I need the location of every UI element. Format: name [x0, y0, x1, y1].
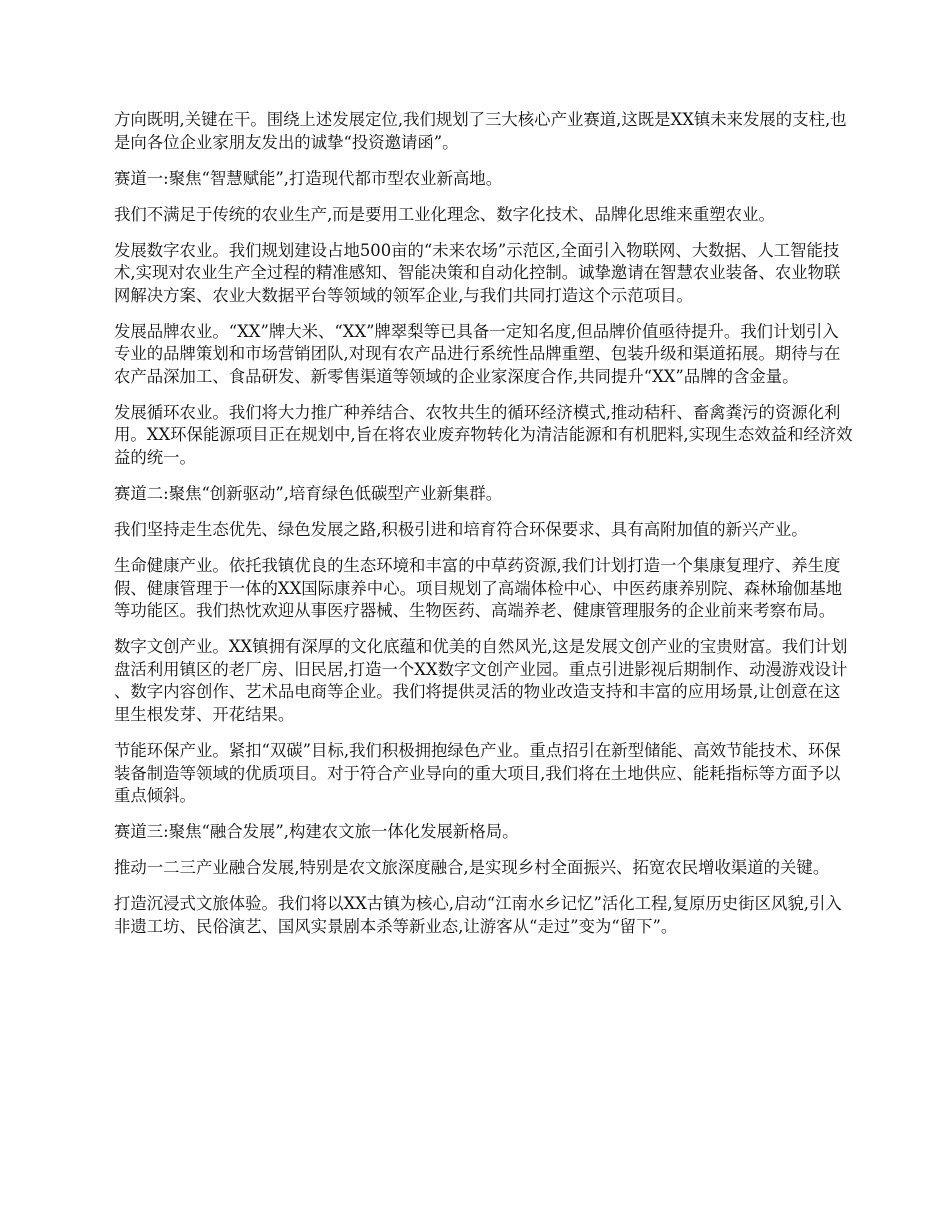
digital-culture-paragraph: 数字文创产业。XX镇拥有深厚的文化底蕴和优美的自然风光,这是发展文创产业的宝贵财富。我们计划盘活利用镇区的老厂房、旧民居,打造一个XX数字文创产业园。重点引进影视后期制作、动漫游戏设计、数字内容创作、艺术品电商等企业。我们将提供灵活的物业改造支持和丰富的应用场景,让创意在这里生根发芽、开花结果。 [114, 637, 848, 724]
circular-agriculture-paragraph: 发展循环农业。我们将大力推广种养结合、农牧共生的循环经济模式,推动秸秆、畜禽粪污的资源化利用。XX环保能源项目正在规划中,旨在将农业废弃物转化为清洁能源和有机肥料,实现生态效益和经济效益的统一。 [114, 402, 853, 468]
energy-saving-paragraph: 节能环保产业。紧扣“双碳”目标,我们积极拥抱绿色产业。重点招引在新型储能、高效节能技术、环保装备制造等领域的优质项目。对于符合产业导向的重大项目,我们将在土地供应、能耗指标等方面予以重点倾斜。 [114, 740, 841, 806]
document-body [114, 109, 854, 952]
brand-agriculture-paragraph: 发展品牌农业。“XX”牌大米、“XX”牌翠梨等已具备一定知名度,但品牌价值亟待提升。我们计划引入专业的品牌策划和市场营销团队,对现有农产品进行系统性品牌重塑、包装升级和渠道拓展。期待与在农产品深加工、食品研发、新零售渠道等领域的企业家深度合作,共同提升“XX”品牌的含金量。 [114, 321, 841, 386]
life-health-paragraph: 生命健康产业。依托我镇优良的生态环境和丰富的中草药资源,我们计划打造一个集康复理疗、养生度假、健康管理于一体的XX国际康养中心。项目规划了高端体检中心、中医药康养别院、森林瑜伽基地等功能区。我们热忱欢迎从事医疗器械、生物医药、高端养老、健康管理服务的企业前来考察布局。 [114, 556, 843, 621]
track-two-intro-paragraph: 我们坚持走生态优先、绿色发展之路,积极引进和培育符合环保要求、具有高附加值的新兴产业。 [114, 520, 808, 540]
digital-agriculture-paragraph: 发展数字农业。我们规划建设占地500亩的“未来农场”示范区,全面引入物联网、大数据、人工智能技术,实现对农业生产全过程的精准感知、智能决策和自动化控制。诚挚邀请在智慧农业装备、农业物联网解决方案、农业大数据平台等领域的领军企业,与我们共同打造这个示范项目。 [114, 240, 841, 305]
intro-paragraph: 方向既明,关键在干。围绕上述发展定位,我们规划了三大核心产业赛道,这既是XX镇未来发展的支柱,也是向各位企业家朋友发出的诚挚“投资邀请函”。 [114, 110, 847, 152]
immersive-tourism-paragraph: 打造沉浸式文旅体验。我们将以XX古镇为核心,启动“江南水乡记忆”活化工程,复原历史街区风貌,引入非遗工坊、民俗演艺、国风实景剧本杀等新业态,让游客从“走过”变为“留下”。 [114, 894, 842, 936]
track-three-heading: 赛道三:聚焦“融合发展”,构建农文旅一体化发展新格局。 [114, 822, 519, 842]
track-one-heading: 赛道一:聚焦“智慧赋能”,打造现代都市型农业新高地。 [114, 168, 503, 188]
track-two-heading: 赛道二:聚焦“创新驱动”,培育绿色低碳型产业新集群。 [114, 484, 503, 504]
track-one-intro-paragraph: 我们不满足于传统的农业生产,而是要用工业化理念、数字化技术、品牌化思维来重塑农业。 [114, 204, 775, 224]
track-three-intro-paragraph: 推动一二三产业融合发展,特别是农文旅深度融合,是实现乡村全面振兴、拓宽农民增收渠道的关键。 [114, 858, 830, 878]
